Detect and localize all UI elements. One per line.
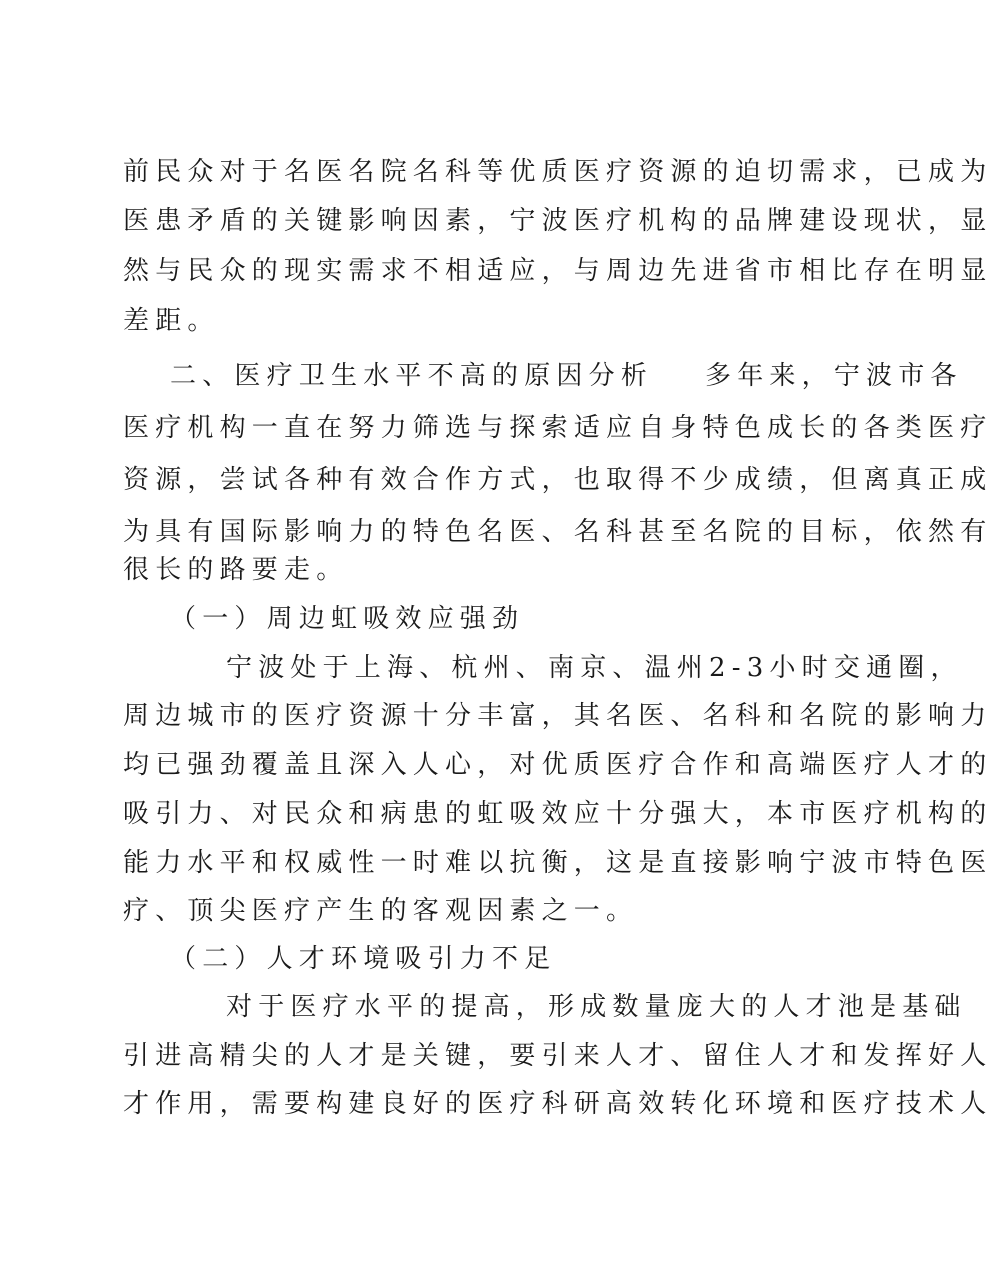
paragraph-line: 医疗机构一直在努力筛选与探索适应自身特色成长的各类医疗 (123, 413, 992, 443)
paragraph-line: 对于医疗水平的提高，形成数量庞大的人才池是基础 (226, 992, 967, 1022)
paragraph-line: 吸引力、对民众和病患的虹吸效应十分强大，本市医疗机构的 (123, 799, 992, 829)
section-heading: 二、医疗卫生水平不高的原因分析 (170, 361, 654, 391)
paragraph-line: 差距。 (123, 306, 220, 336)
paragraph-line: 然与民众的现实需求不相适应，与周边先进省市相比存在明显 (123, 256, 992, 286)
paragraph-text: 多年来，宁波市各 (705, 361, 963, 391)
paragraph-line: 均已强劲覆盖且深入人心，对优质医疗合作和高端医疗人才的 (123, 750, 992, 780)
subsection-heading: （一）周边虹吸效应强劲 (170, 604, 525, 634)
paragraph-line: 很长的路要走。 (123, 555, 349, 585)
paragraph-line: 能力水平和权威性一时难以抗衡，这是直接影响宁波市特色医 (123, 848, 992, 878)
paragraph-line: 周边城市的医疗资源十分丰富，其名医、名科和名院的影响力 (123, 701, 992, 731)
paragraph-line: 疗、顶尖医疗产生的客观因素之一。 (123, 896, 639, 926)
paragraph-line: 前民众对于名医名院名科等优质医疗资源的迫切需求，已成为 (123, 157, 992, 187)
paragraph-line: 医患矛盾的关键影响因素，宁波医疗机构的品牌建设现状，显 (123, 206, 992, 236)
subsection-heading: （二）人才环境吸引力不足 (170, 944, 557, 974)
paragraph-line: 宁波处于上海、杭州、南京、温州2-3小时交通圈， (226, 653, 963, 683)
paragraph-line: 为具有国际影响力的特色名医、名科甚至名院的目标，依然有 (123, 517, 992, 547)
section-heading-line (170, 361, 963, 391)
paragraph-line: 引进高精尖的人才是关键，要引来人才、留住人才和发挥好人 (123, 1041, 992, 1071)
paragraph-line: 资源，尝试各种有效合作方式，也取得不少成绩，但离真正成 (123, 465, 992, 495)
paragraph-line: 才作用，需要构建良好的医疗科研高效转化环境和医疗技术人 (123, 1089, 992, 1119)
